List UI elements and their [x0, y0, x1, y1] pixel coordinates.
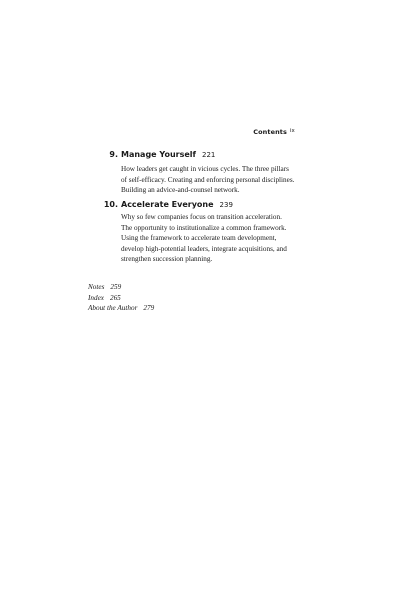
chapter-title-text: Accelerate Everyone [121, 200, 214, 209]
chapter-number: 10. [103, 200, 118, 209]
description-line: The opportunity to institutionalize a common framework. [121, 223, 287, 232]
description-line: Using the framework to accelerate team development, [121, 234, 277, 243]
running-head-title: Contents [253, 128, 287, 136]
description-line: Why so few companies focus on transition acceleration. [121, 213, 282, 221]
chapter-title [121, 200, 233, 209]
backmatter-label: Notes [88, 283, 105, 291]
running-head-page-number: ix [290, 128, 295, 134]
description-line: Building an advice-and-counsel network. [121, 186, 240, 195]
backmatter-page-number: 259 [110, 283, 122, 291]
description-line: develop high-potential leaders, integrate acquisitions, and [121, 244, 287, 253]
chapter-title-text: Manage Yourself [121, 150, 196, 159]
backmatter-page-number: 265 [109, 293, 121, 302]
backmatter-label: Index [88, 293, 104, 302]
chapter-title [121, 150, 215, 159]
toc-entry-chapter-10 [0, 200, 400, 264]
backmatter-page-number: 279 [143, 304, 155, 313]
chapter-description [121, 164, 331, 196]
chapter-number: 9. [109, 150, 118, 159]
backmatter-item-index [88, 293, 154, 304]
backmatter-label: About the Author [88, 304, 138, 313]
description-line: How leaders get caught in vicious cycles. The three pillars [121, 165, 289, 173]
backmatter-item-notes [88, 282, 154, 293]
toc-entry-chapter-9 [0, 150, 400, 195]
description-line: of self-efficacy. Creating and enforcing personal disciplines. [121, 175, 295, 184]
chapter-heading [0, 150, 400, 164]
chapter-page-number: 239 [219, 201, 233, 209]
chapter-description [121, 212, 331, 265]
backmatter-list [88, 282, 154, 314]
chapter-page-number: 221 [202, 151, 216, 159]
backmatter-item-about-author [88, 303, 154, 314]
running-head [0, 128, 400, 140]
description-line: strengthen succession planning. [121, 255, 213, 264]
